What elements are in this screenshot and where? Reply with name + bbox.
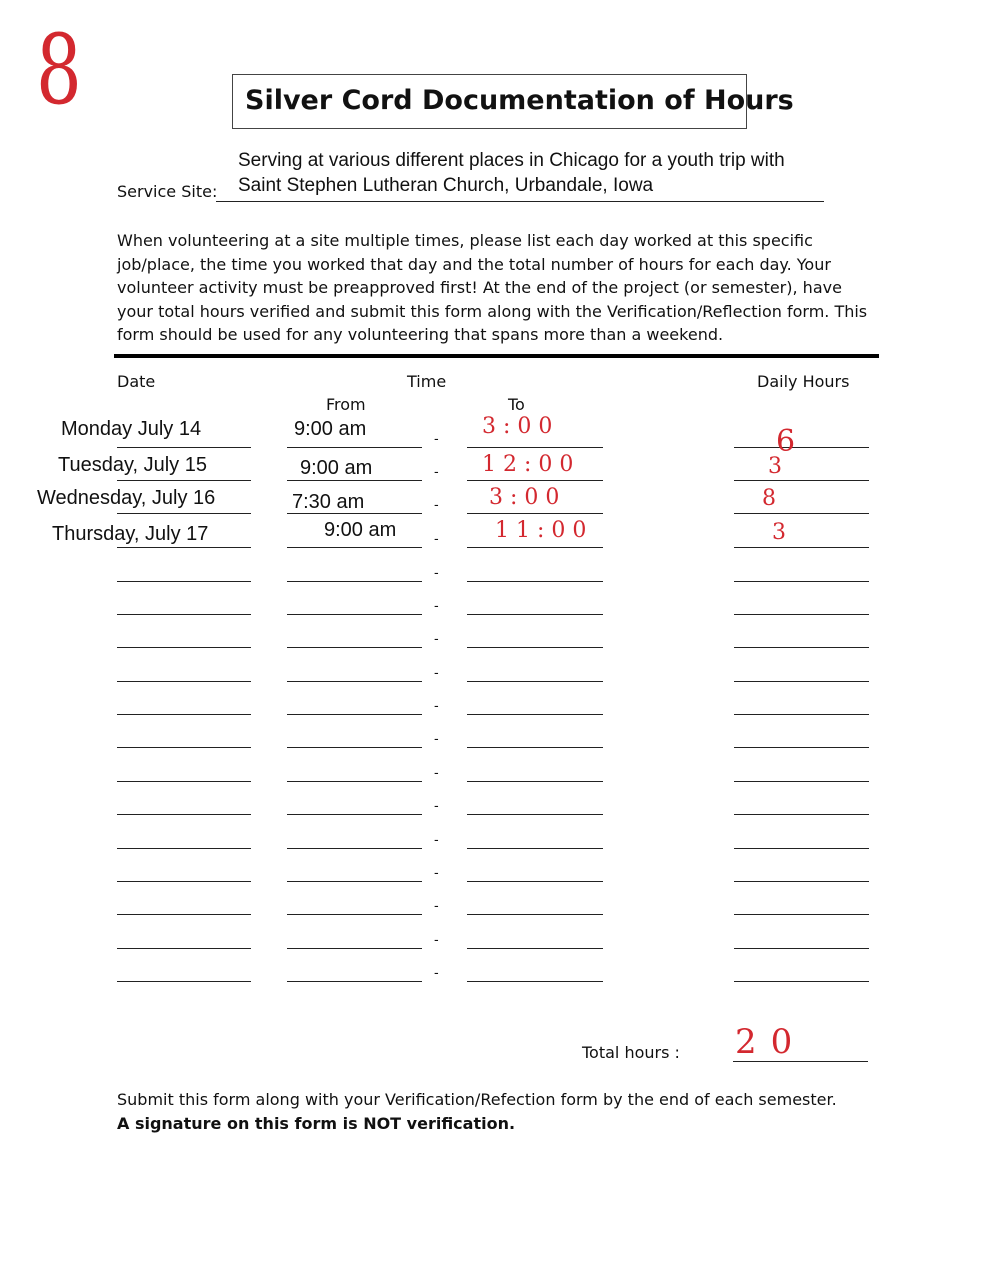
to-line — [467, 547, 603, 548]
header-time: Time — [407, 372, 447, 391]
header-from: From — [326, 395, 366, 414]
hours-line — [734, 480, 869, 481]
header-daily-hours: Daily Hours — [757, 372, 850, 391]
to-line — [467, 581, 603, 582]
time-separator: - — [434, 864, 439, 880]
from-line — [287, 914, 422, 915]
to-line — [467, 714, 603, 715]
to-line — [467, 948, 603, 949]
time-separator: - — [434, 597, 439, 613]
to-line — [467, 480, 603, 481]
date-line — [117, 681, 251, 682]
to-line — [467, 848, 603, 849]
total-hours-underline — [733, 1061, 868, 1062]
from-line — [287, 480, 422, 481]
entry-from-time: 9:00 am — [324, 519, 397, 541]
entry-date: Monday July 14 — [61, 418, 202, 440]
hours-line — [734, 814, 869, 815]
time-separator: - — [434, 931, 439, 947]
hours-line — [734, 447, 869, 448]
entry-to-time: 12:00 — [482, 452, 581, 477]
date-line — [117, 881, 251, 882]
instructions-paragraph: When volunteering at a site multiple times, please list each day worked at this specific job/place, the time you worked that day and the total number of hours for each day. Your volunteer activity must be preapproved first! At the end of the project (or semester), have your total hours verified and submit this form along with the Verification/Reflection form. This form should be used for any volunteering that spans more than a weekend. — [117, 231, 868, 345]
hours-line — [734, 948, 869, 949]
entry-daily-hours: 8 — [762, 486, 782, 511]
hours-line — [734, 614, 869, 615]
to-line — [467, 781, 603, 782]
to-line — [467, 981, 603, 982]
header-date: Date — [117, 372, 156, 391]
to-line — [467, 447, 603, 448]
margin-mark: 8 — [36, 14, 82, 126]
time-separator: - — [434, 564, 439, 580]
hours-line — [734, 781, 869, 782]
date-line — [117, 981, 251, 982]
service-site-label: Service Site: — [117, 182, 218, 201]
hours-line — [734, 981, 869, 982]
hours-line — [734, 881, 869, 882]
time-separator: - — [434, 730, 439, 746]
date-line — [117, 781, 251, 782]
from-line — [287, 447, 422, 448]
to-line — [467, 647, 603, 648]
hours-line — [734, 848, 869, 849]
footer-warning: A signature on this form is NOT verification. — [117, 1114, 516, 1133]
total-hours-label: Total hours : — [582, 1043, 680, 1062]
from-line — [287, 981, 422, 982]
from-line — [287, 647, 422, 648]
total-hours-value: 20 — [735, 1022, 807, 1062]
from-line — [287, 948, 422, 949]
from-line — [287, 747, 422, 748]
footer-instruction: Submit this form along with your Verification/Refection form by the end of each semester. — [117, 1090, 837, 1109]
hours-line — [734, 914, 869, 915]
from-line — [287, 814, 422, 815]
from-line — [287, 714, 422, 715]
date-line — [117, 948, 251, 949]
entry-date: Thursday, July 17 — [52, 523, 209, 545]
hours-line — [734, 647, 869, 648]
service-site-underline — [216, 201, 824, 202]
time-separator: - — [434, 697, 439, 713]
hours-line — [734, 547, 869, 548]
service-site-line-1: Serving at various different places in Chicago for a youth trip with — [238, 150, 785, 171]
date-line — [117, 714, 251, 715]
to-line — [467, 681, 603, 682]
entry-to-time: 3:00 — [482, 414, 560, 439]
from-line — [287, 681, 422, 682]
date-line — [117, 614, 251, 615]
time-separator: - — [434, 496, 439, 512]
time-separator: - — [434, 964, 439, 980]
time-separator: - — [434, 764, 439, 780]
from-line — [287, 547, 422, 548]
entry-daily-hours: 3 — [772, 520, 792, 545]
to-line — [467, 881, 603, 882]
time-separator: - — [434, 630, 439, 646]
date-line — [117, 647, 251, 648]
time-separator: - — [434, 831, 439, 847]
hours-line — [734, 747, 869, 748]
time-separator: - — [434, 463, 439, 479]
date-line — [117, 814, 251, 815]
hours-line — [734, 681, 869, 682]
date-line — [117, 914, 251, 915]
time-separator: - — [434, 430, 439, 446]
date-line — [117, 447, 251, 448]
hours-line — [734, 581, 869, 582]
page-title: Silver Cord Documentation of Hours — [245, 85, 794, 116]
date-line — [117, 480, 251, 481]
date-line — [117, 581, 251, 582]
from-line — [287, 581, 422, 582]
service-site-line-2: Saint Stephen Lutheran Church, Urbandale, Iowa — [238, 175, 654, 196]
hours-line — [734, 513, 869, 514]
time-separator: - — [434, 797, 439, 813]
header-to: To — [508, 395, 525, 414]
from-line — [287, 781, 422, 782]
entry-date: Wednesday, July 16 — [37, 487, 216, 509]
entry-daily-hours: 3 — [768, 454, 788, 479]
entry-to-time: 11:00 — [495, 518, 594, 543]
time-separator: - — [434, 664, 439, 680]
date-line — [117, 513, 251, 514]
to-line — [467, 747, 603, 748]
to-line — [467, 814, 603, 815]
date-line — [117, 747, 251, 748]
title-box — [232, 74, 794, 129]
entry-from-time: 7:30 am — [292, 491, 365, 513]
to-line — [467, 914, 603, 915]
date-line — [117, 848, 251, 849]
from-line — [287, 881, 422, 882]
time-separator: - — [434, 530, 439, 546]
from-line — [287, 614, 422, 615]
hours-line — [734, 714, 869, 715]
to-line — [467, 513, 603, 514]
date-line — [117, 547, 251, 548]
to-line — [467, 614, 603, 615]
entry-date: Tuesday, July 15 — [58, 454, 207, 476]
entry-from-time: 9:00 am — [300, 457, 373, 479]
time-separator: - — [434, 897, 439, 913]
entry-from-time: 9:00 am — [294, 418, 367, 440]
from-line — [287, 848, 422, 849]
entry-daily-hours: 6 — [776, 424, 802, 459]
section-divider — [114, 354, 879, 358]
entry-to-time: 3:00 — [489, 485, 567, 510]
